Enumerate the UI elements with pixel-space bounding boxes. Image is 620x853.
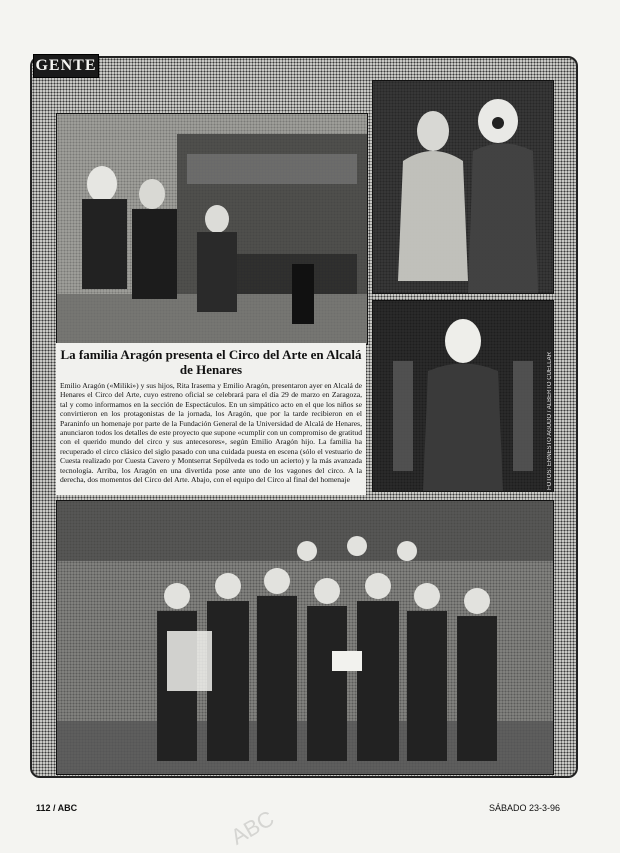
photo-family-wagon: [56, 113, 368, 345]
article-body: Emilio Aragón («Miliki») y sus hijos, Rita Irasema y Emilio Aragón, presentaron ayer en Alcalá de Henares el Circo del Arte, cuyo estreno oficial se celebrará para el día 29 de marzo en Zaragoza, tal y como informamos en la sección de Espectáculos. En un simpático acto en el que los niños se convirtieron en los protagonistas de la jornada, los Aragón, que por la tarde recibieron en el Paraninfo un homenaje por parte de la Fundación General de la Universidad de Alcalá de Henares, anunciaron todos los detalles de este proyecto que supone «cumplir con un compromiso de gratitud con el querido mundo del circo y sus antecesores», según Emilio Aragón hijo. La familia ha recuperado el circo clásico del siglo pasado con una cuidada puesta en escena (sólo el vestuario de Cuesta realizado por Cuesta Cavero y Montserrat Sepúlveda es todo un acierto) y la más avanzada tecnología. Arriba, los Aragón en una divertida pose ante uno de los vagones del circo. A la derecha, dos momentos del Circo del Arte. Abajo, con el equipo del Circo al final del homenaje: [60, 381, 362, 485]
photo-family-wagon-image: [57, 114, 367, 344]
photo-group-image: [57, 501, 553, 774]
article: [56, 343, 366, 495]
photo-performers-top-image: [373, 81, 553, 293]
photo-group: [56, 500, 554, 775]
photo-performer-costume: [372, 300, 554, 492]
section-tag: GENTE: [33, 54, 99, 78]
watermark: ABC: [226, 805, 279, 850]
photo-performers-top: [372, 80, 554, 294]
page-number: 112 / ABC: [36, 803, 78, 813]
issue-date: SÁBADO 23-3-96: [488, 803, 560, 813]
photo-performer-costume-image: [373, 301, 553, 491]
article-headline: La familia Aragón presenta el Circo del Arte en Alcalá de Henares: [60, 347, 362, 377]
photo-credit: FOTOS: ERNESTO AGUDO / ALBERTO CUÉLLAR: [547, 352, 553, 490]
